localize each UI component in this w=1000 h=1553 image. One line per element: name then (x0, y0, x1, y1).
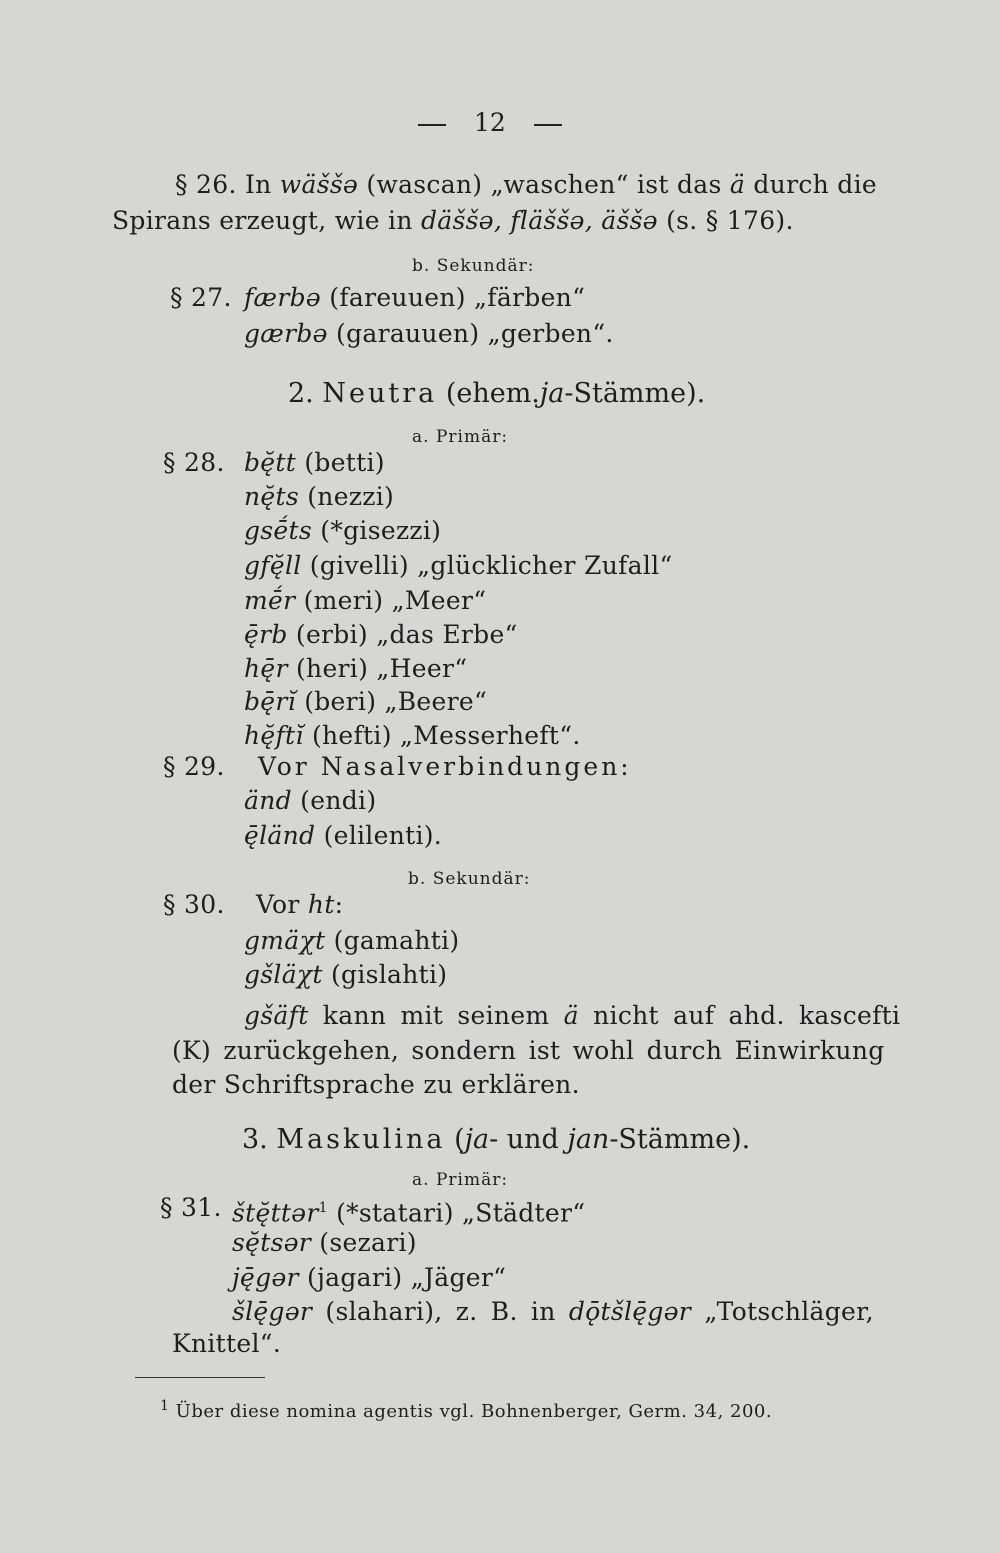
s26-word: däššə, fläššə, äššə (421, 206, 658, 235)
s28-gloss: (nezzi) (307, 482, 395, 511)
s26-word: wäššə (279, 170, 359, 199)
s31-word: šlę̄gər (232, 1297, 313, 1326)
section-number: 2. (288, 378, 314, 409)
subheading-primaer-1: a. Primär: (412, 427, 509, 447)
s26-text: (s. § 176). (666, 206, 794, 235)
s31-gloss: „Totschläger, (704, 1297, 874, 1326)
s26-word: ä (729, 170, 746, 199)
subheading-sekundaer-2: b. Sekundär: (408, 869, 531, 889)
s29-row (244, 786, 376, 816)
s31-row (232, 1193, 585, 1228)
para-line1 (244, 1001, 900, 1031)
s31-word: štę̆ttər (232, 1198, 319, 1228)
s26-line2 (112, 206, 794, 236)
s31-word: sę̆tsər (232, 1228, 312, 1257)
s28-gloss: (heri) „Heer“ (296, 654, 468, 683)
section-number: 3. (242, 1124, 268, 1155)
section-text: -Stämme). (609, 1124, 751, 1155)
s29-gloss: (elilenti). (323, 821, 443, 850)
s28-word: nę̆ts (244, 482, 299, 511)
s31-word: dǭtšlę̄gər (568, 1297, 692, 1326)
section-text: - und (489, 1124, 559, 1155)
s30-row (244, 926, 459, 956)
s28-row (244, 620, 518, 650)
s29-number: § 29. (163, 752, 225, 781)
s29-row (244, 821, 442, 851)
section-heading-neutra (288, 378, 705, 410)
subheading-primaer-2: a. Primär: (412, 1170, 509, 1190)
s28-word: hę̆ftĭ (244, 721, 304, 750)
footnote (160, 1398, 772, 1422)
s31-row (232, 1297, 874, 1327)
s30-word: gmäχt (244, 926, 326, 955)
s31-number: § 31. (160, 1193, 222, 1222)
para-text: kann mit seinem (322, 1001, 550, 1030)
para-line2: (K) zurückgehen, sondern ist wohl durch Einwirkung (172, 1036, 885, 1065)
footnote-text: Über diese nomina agentis vgl. Bohnenberger, Germ. 34, 200. (175, 1401, 773, 1422)
s27-gloss: (fareuuen) „färben“ (329, 283, 586, 312)
footnote-rule (135, 1377, 265, 1378)
s30-gloss: (gamahti) (333, 926, 460, 955)
s29-word: änd (244, 786, 292, 815)
section-text: ( (454, 1124, 465, 1155)
dash-right (534, 124, 562, 126)
section-text: -Stämme). (564, 378, 706, 409)
s27-row (244, 319, 614, 349)
s26-text: durch die (753, 170, 877, 199)
section-title: Neutra (322, 378, 438, 409)
s27-number: § 27. (170, 283, 232, 312)
s31-row (232, 1228, 417, 1258)
s28-gloss: (betti) (304, 448, 385, 477)
section-italic: ja (539, 378, 565, 409)
s28-gloss: (*gisezzi) (320, 516, 442, 545)
para-word: gšäft (244, 1001, 309, 1030)
s27-word: færbə (244, 283, 322, 312)
s28-gloss: (hefti) „Messerheft“. (311, 721, 581, 750)
s28-word: hę̄r (244, 654, 288, 683)
footnote-mark: 1 (160, 1398, 170, 1414)
s31-line-end: Knittel“. (172, 1329, 282, 1358)
s26-number: § 26. (175, 170, 237, 199)
para-text: nicht auf ahd. kascefti (593, 1001, 901, 1030)
dash-left (418, 124, 446, 126)
subheading-sekundaer-1: b. Sekundär: (412, 256, 535, 276)
s28-row (244, 586, 486, 616)
s27-gloss: (garauuen) „gerben“. (336, 319, 614, 348)
s28-word: ę̄rb (244, 620, 288, 649)
s30-title-italic: ht (307, 890, 335, 919)
para-word: ä (563, 1001, 579, 1030)
section-italic: jan (567, 1124, 610, 1155)
para-line3: der Schriftsprache zu erklären. (172, 1070, 580, 1099)
s30-title (256, 890, 343, 920)
s28-row (244, 448, 385, 478)
s28-row (244, 721, 581, 751)
s28-row (244, 482, 394, 512)
s28-word: bę̆tt (244, 448, 297, 477)
s31-gloss: (*statari) „Städter“ (336, 1198, 586, 1228)
s27-row (244, 283, 585, 313)
section-heading-maskulina (242, 1124, 750, 1156)
s28-word: gsḗts (244, 516, 313, 545)
section-text: (ehem. (445, 378, 540, 409)
s28-gloss: (givelli) „glücklicher Zufall“ (309, 551, 673, 580)
s30-number: § 30. (163, 890, 225, 919)
s28-row (244, 687, 487, 717)
s28-gloss: (erbi) „das Erbe“ (295, 620, 518, 649)
page-number (418, 108, 562, 137)
s31-word: ję̄gər (232, 1263, 299, 1292)
s29-gloss: (endi) (300, 786, 377, 815)
s28-row (244, 551, 673, 581)
s27-word: gærbə (244, 319, 328, 348)
s28-row (244, 654, 467, 684)
page-number-value: 12 (473, 108, 506, 137)
s30-title-text: Vor (256, 890, 300, 919)
s31-gloss: (sezari) (319, 1228, 417, 1257)
s29-word: ę̄länd (244, 821, 316, 850)
s30-word: gšläχt (244, 960, 323, 989)
s28-row (244, 516, 441, 546)
s29-title: Vor Nasalverbindungen: (258, 752, 632, 781)
s31-row (232, 1263, 506, 1293)
s26-line1 (175, 170, 877, 200)
s28-word: gfę̆ll (244, 551, 302, 580)
s30-row (244, 960, 447, 990)
s30-title-text: : (334, 890, 344, 919)
s26-text: (wascan) „waschen“ ist das (366, 170, 722, 199)
s28-number: § 28. (163, 448, 225, 477)
footnote-ref: 1 (318, 1200, 328, 1216)
s28-word: mḗr (244, 586, 296, 615)
section-title: Maskulina (276, 1124, 446, 1155)
s26-text: In (244, 170, 272, 199)
s28-gloss: (meri) „Meer“ (303, 586, 487, 615)
s26-text: Spirans erzeugt, wie in (112, 206, 413, 235)
section-italic: ja (464, 1124, 490, 1155)
s30-gloss: (gislahti) (330, 960, 448, 989)
s28-gloss: (beri) „Beere“ (304, 687, 488, 716)
s31-gloss: (slahari), z. B. in (325, 1297, 556, 1326)
s31-gloss: (jagari) „Jäger“ (307, 1263, 507, 1292)
s28-word: bę̄rĭ (244, 687, 296, 716)
